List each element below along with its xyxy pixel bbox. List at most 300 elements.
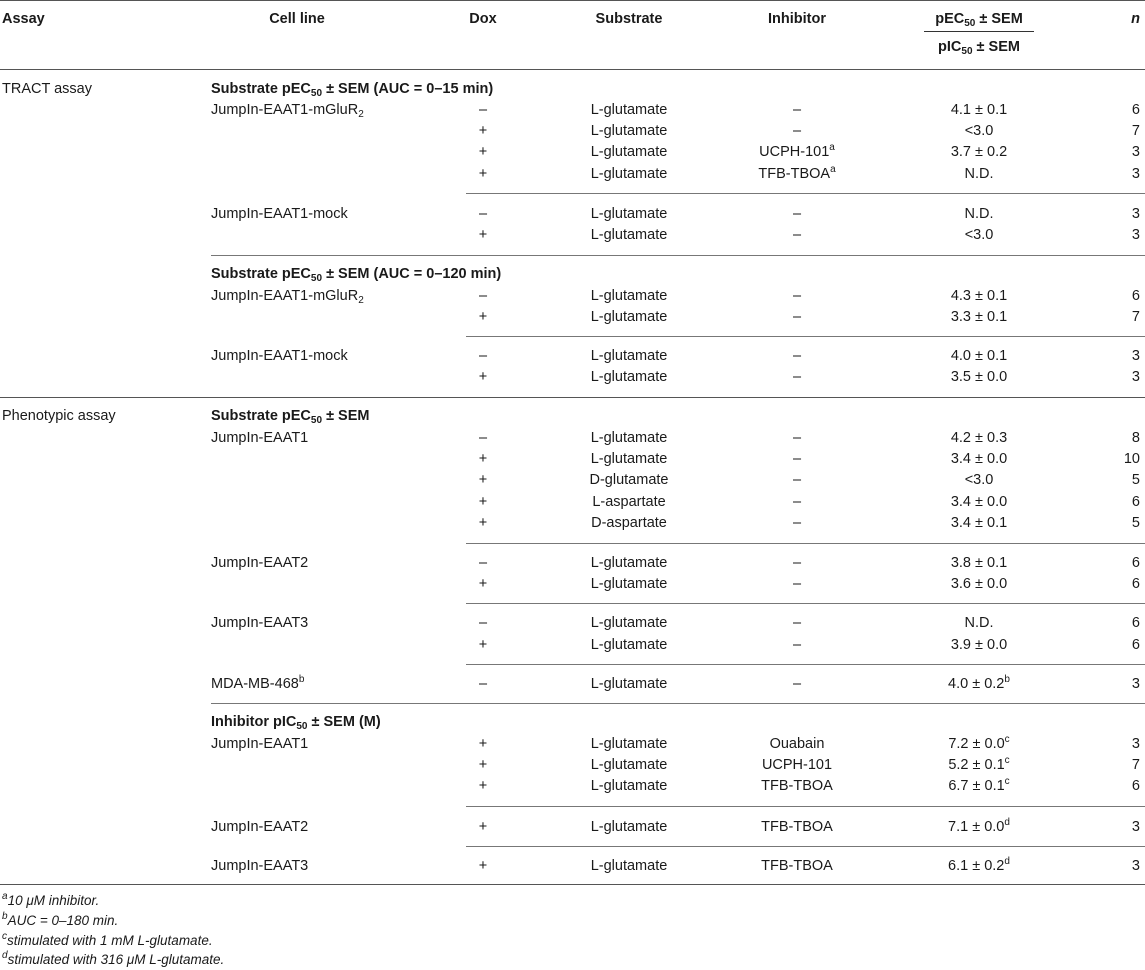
cell-substrate-text: L-glutamate [590, 736, 668, 752]
group-divider [466, 664, 1145, 665]
footnote-marker: c [1004, 776, 1010, 787]
cell-inhibitor [793, 471, 801, 489]
cell-dox [479, 122, 487, 140]
cell-n [1132, 205, 1140, 223]
cell-n-text: 5 [1131, 515, 1140, 531]
cell-value [951, 429, 1007, 447]
cell-line-label: JumpIn-EAAT3 [211, 858, 309, 874]
footnote-marker: d [1004, 817, 1010, 828]
cell-n [1132, 165, 1140, 183]
header-assay: Assay [2, 11, 45, 27]
cell-substrate-text: L-glutamate [590, 369, 668, 385]
footnote-marker: b [1004, 674, 1010, 685]
cell-inhibitor [770, 735, 825, 753]
cell-dox-text: + [478, 819, 488, 835]
cell-substrate-text: L-glutamate [590, 430, 668, 446]
cell-substrate-text: L-glutamate [590, 757, 668, 773]
cell-value-text: <3.0 [964, 472, 994, 488]
cell-dox [479, 450, 487, 468]
section-divider [0, 397, 1145, 398]
cell-dox [479, 347, 487, 365]
cell-n [1132, 429, 1140, 447]
header-divider [924, 31, 1034, 32]
cell-n-text: 3 [1131, 206, 1140, 222]
header-n: n [1131, 11, 1140, 27]
cell-value [948, 777, 1009, 795]
cell-substrate-text: L-glutamate [590, 166, 668, 182]
cell-inhibitor-text: – [792, 615, 802, 631]
cell-substrate-text: D-glutamate [589, 472, 669, 488]
cell-value [951, 514, 1007, 532]
cell-value-text: 4.0 ± 0.1 [950, 348, 1008, 364]
cell-value-text: 7.1 ± 0.0 [948, 819, 1005, 835]
cell-inhibitor [793, 450, 801, 468]
header-pec50: pEC$_{50}$ ± SEM [935, 11, 1023, 29]
cell-value-text: 4.1 ± 0.1 [950, 102, 1008, 118]
cell-substrate-text: L-glutamate [590, 309, 668, 325]
cell-inhibitor [793, 205, 801, 223]
cell-substrate-text: D-aspartate [591, 515, 667, 531]
cell-inhibitor-text: – [792, 451, 802, 467]
footnote: $^d$stimulated with 316 μM L-glutamate. [2, 950, 225, 967]
cell-dox-text: + [478, 778, 488, 794]
group-divider [211, 255, 1145, 256]
cell-value-text: <3.0 [964, 123, 994, 139]
cell-n [1132, 675, 1140, 693]
cell-line-label: JumpIn-EAAT1 [211, 430, 309, 446]
cell-n-text: 6 [1131, 615, 1140, 631]
cell-dox-text: – [478, 102, 488, 118]
cell-substrate [591, 514, 667, 532]
section-header: Substrate pEC$_{50}$ ± SEM (AUC = 0–15 min) [211, 81, 494, 99]
cell-value-text: 4.2 ± 0.3 [950, 430, 1008, 446]
cell-n [1132, 308, 1140, 326]
cell-n [1132, 777, 1140, 795]
group-divider [466, 846, 1145, 847]
cell-n [1132, 554, 1140, 572]
cell-dox [479, 205, 487, 223]
cell-substrate-text: L-glutamate [590, 615, 668, 631]
cell-line-label: JumpIn-EAAT2 [211, 555, 309, 571]
cell-n [1132, 575, 1140, 593]
cell-n-text: 6 [1131, 637, 1140, 653]
cell-inhibitor [793, 308, 801, 326]
cell-dox-text: + [478, 309, 488, 325]
cell-value-text: 4.0 ± 0.2 [948, 676, 1005, 692]
header-cell-line: Cell line [269, 11, 325, 27]
cell-value-text: 3.6 ± 0.0 [950, 576, 1008, 592]
cell-substrate-text: L-glutamate [590, 227, 668, 243]
cell-substrate [591, 122, 668, 140]
cell-dox [479, 471, 487, 489]
cell-n [1132, 287, 1140, 305]
cell-dox-text: – [478, 348, 488, 364]
cell-inhibitor [762, 756, 832, 774]
cell-dox-text: + [478, 515, 488, 531]
footnote-marker: c [1004, 734, 1010, 745]
cell-dox-text: + [478, 736, 488, 752]
cell-n [1132, 818, 1140, 836]
cell-substrate [591, 101, 668, 119]
section-header: Substrate pEC$_{50}$ ± SEM [211, 408, 370, 426]
group-divider [466, 603, 1145, 604]
cell-value-text: 3.7 ± 0.2 [950, 144, 1008, 160]
cell-inhibitor [793, 575, 801, 593]
cell-n-text: 6 [1131, 778, 1140, 794]
cell-inhibitor [758, 165, 835, 183]
cell-inhibitor [793, 675, 801, 693]
assay-label-tract: TRACT assay [2, 81, 92, 97]
cell-inhibitor-text: – [792, 369, 802, 385]
cell-n [1132, 735, 1140, 753]
cell-inhibitor-text: TFB-TBOA [761, 778, 833, 794]
cell-n-text: 7 [1131, 123, 1140, 139]
footnote-marker: a [830, 164, 836, 175]
cell-inhibitor [793, 514, 801, 532]
cell-n-text: 5 [1131, 472, 1140, 488]
cell-value [951, 575, 1007, 593]
cell-inhibitor-text: – [792, 472, 802, 488]
cell-n [1132, 514, 1140, 532]
cell-inhibitor-text: – [792, 515, 802, 531]
cell-dox [479, 857, 487, 875]
cell-n [1132, 471, 1140, 489]
group-divider [466, 543, 1145, 544]
cell-substrate-text: L-glutamate [590, 451, 668, 467]
cell-dox [479, 818, 487, 836]
cell-inhibitor-text: Ouabain [769, 736, 825, 752]
cell-dox-text: – [478, 676, 488, 692]
cell-value-text: N.D. [964, 166, 994, 182]
cell-n-text: 3 [1131, 736, 1140, 752]
cell-substrate-text: L-glutamate [590, 778, 668, 794]
cell-value-text: 3.4 ± 0.1 [950, 515, 1008, 531]
cell-n-text: 7 [1131, 309, 1140, 325]
cell-dox [479, 636, 487, 654]
cell-n-text: 3 [1131, 369, 1140, 385]
cell-substrate [591, 614, 668, 632]
cell-n-text: 3 [1131, 676, 1140, 692]
group-divider [466, 336, 1145, 337]
cell-n [1132, 636, 1140, 654]
cell-substrate [591, 818, 668, 836]
cell-dox [479, 575, 487, 593]
cell-substrate-text: L-glutamate [590, 637, 668, 653]
cell-dox-text: – [478, 615, 488, 631]
cell-n [1132, 368, 1140, 386]
cell-n-text: 6 [1131, 102, 1140, 118]
cell-dox [479, 493, 487, 511]
cell-dox-text: + [478, 576, 488, 592]
cell-dox-text: + [478, 123, 488, 139]
table-top-rule [0, 0, 1145, 1]
cell-dox-text: + [478, 472, 488, 488]
cell-substrate [591, 857, 668, 875]
cell-value-text: 3.8 ± 0.1 [950, 555, 1008, 571]
cell-dox-text: – [478, 206, 488, 222]
cell-substrate-text: L-glutamate [590, 555, 668, 571]
cell-substrate [591, 756, 668, 774]
cell-value [951, 450, 1007, 468]
cell-n-text: 3 [1131, 144, 1140, 160]
cell-n [1124, 450, 1140, 468]
cell-value [948, 818, 1010, 836]
cell-value-text: N.D. [964, 615, 994, 631]
cell-dox [479, 308, 487, 326]
cell-dox-text: + [478, 227, 488, 243]
cell-dox [479, 614, 487, 632]
cell-inhibitor-text: TFB-TBOA [758, 166, 831, 182]
cell-value [948, 756, 1009, 774]
cell-value-text: N.D. [964, 206, 994, 222]
cell-value-text: 4.3 ± 0.1 [950, 288, 1008, 304]
section-header: Inhibitor pIC$_{50}$ ± SEM (M) [211, 714, 381, 732]
cell-substrate-text: L-glutamate [590, 288, 668, 304]
cell-value [948, 735, 1009, 753]
cell-value-text: 7.2 ± 0.0 [948, 736, 1005, 752]
cell-value [951, 493, 1007, 511]
cell-n-text: 8 [1131, 430, 1140, 446]
cell-n [1132, 122, 1140, 140]
cell-substrate-text: L-aspartate [592, 494, 666, 510]
cell-inhibitor-text: UCPH-101 [759, 144, 830, 160]
cell-value-text: 3.5 ± 0.0 [950, 369, 1008, 385]
cell-substrate-text: L-glutamate [590, 123, 668, 139]
cell-n-text: 3 [1131, 227, 1140, 243]
cell-inhibitor [761, 777, 833, 795]
cell-n-text: 10 [1123, 451, 1140, 467]
cell-inhibitor-text: – [792, 227, 802, 243]
cell-line-label: JumpIn-EAAT2 [211, 819, 309, 835]
cell-line-label: JumpIn-EAAT3 [211, 615, 309, 631]
cell-substrate [591, 287, 668, 305]
cell-dox [479, 101, 487, 119]
cell-substrate-text: L-glutamate [590, 206, 668, 222]
cell-inhibitor [793, 122, 801, 140]
cell-n-text: 3 [1131, 858, 1140, 874]
cell-inhibitor-text: – [792, 637, 802, 653]
cell-dox [479, 429, 487, 447]
cell-n-text: 3 [1131, 166, 1140, 182]
cell-value [948, 675, 1010, 693]
cell-dox [479, 735, 487, 753]
cell-value [951, 143, 1007, 161]
cell-inhibitor-text: – [792, 123, 802, 139]
cell-inhibitor [793, 554, 801, 572]
cell-value-text: <3.0 [964, 227, 994, 243]
cell-inhibitor-text: TFB-TBOA [761, 819, 833, 835]
cell-dox [479, 756, 487, 774]
cell-inhibitor-text: TFB-TBOA [761, 858, 833, 874]
cell-inhibitor [793, 429, 801, 447]
cell-n-text: 6 [1131, 494, 1140, 510]
cell-substrate [591, 777, 668, 795]
cell-substrate-text: L-glutamate [590, 102, 668, 118]
cell-n-text: 3 [1131, 348, 1140, 364]
cell-value [948, 857, 1010, 875]
cell-value-text: 3.4 ± 0.0 [950, 494, 1008, 510]
cell-inhibitor [761, 818, 833, 836]
cell-substrate-text: L-glutamate [590, 348, 668, 364]
cell-dox-text: + [478, 369, 488, 385]
cell-inhibitor [793, 493, 801, 511]
cell-dox [479, 143, 487, 161]
footnote-marker: a [829, 142, 835, 153]
cell-inhibitor [793, 226, 801, 244]
cell-value [965, 122, 994, 140]
cell-n-text: 3 [1131, 819, 1140, 835]
cell-inhibitor [793, 287, 801, 305]
cell-substrate-text: L-glutamate [590, 858, 668, 874]
cell-value [965, 205, 994, 223]
cell-value-text: 3.3 ± 0.1 [950, 309, 1008, 325]
footnote-marker: c [1004, 755, 1010, 766]
footnote: $^a$10 μM inhibitor. [2, 891, 100, 908]
cell-n-text: 6 [1131, 555, 1140, 571]
cell-value-text: 3.9 ± 0.0 [950, 637, 1008, 653]
cell-substrate [591, 554, 668, 572]
cell-line-label: JumpIn-EAAT1 [211, 736, 309, 752]
cell-n-text: 7 [1131, 757, 1140, 773]
cell-substrate [591, 226, 668, 244]
cell-line-label: JumpIn-EAAT1-mGluR$_2$ [211, 288, 364, 306]
cell-inhibitor-text: – [792, 576, 802, 592]
cell-dox [479, 554, 487, 572]
cell-substrate [591, 429, 668, 447]
header-pic50: pIC$_{50}$ ± SEM [938, 39, 1020, 57]
cell-n [1132, 493, 1140, 511]
cell-substrate [591, 347, 668, 365]
group-divider [466, 193, 1145, 194]
cell-inhibitor [793, 347, 801, 365]
cell-inhibitor [793, 101, 801, 119]
cell-inhibitor [761, 857, 833, 875]
cell-dox [479, 287, 487, 305]
cell-value [951, 554, 1007, 572]
cell-value-text: 3.4 ± 0.0 [950, 451, 1008, 467]
cell-value [951, 636, 1007, 654]
cell-substrate [591, 675, 668, 693]
header-bottom-rule [0, 69, 1145, 70]
cell-inhibitor [793, 614, 801, 632]
cell-dox-text: + [478, 757, 488, 773]
cell-n [1132, 143, 1140, 161]
cell-dox [479, 777, 487, 795]
cell-value [951, 308, 1007, 326]
cell-value [951, 347, 1007, 365]
cell-value [965, 614, 994, 632]
cell-value [951, 101, 1007, 119]
cell-n [1132, 347, 1140, 365]
cell-n [1132, 756, 1140, 774]
cell-inhibitor-text: UCPH-101 [761, 757, 833, 773]
cell-value [965, 471, 994, 489]
cell-n [1132, 101, 1140, 119]
header-inhibitor: Inhibitor [768, 11, 826, 27]
cell-dox-text: + [478, 858, 488, 874]
cell-inhibitor [759, 143, 835, 161]
cell-line-label: JumpIn-EAAT1-mock [211, 206, 348, 222]
cell-inhibitor-text: – [792, 206, 802, 222]
cell-n-text: 6 [1131, 288, 1140, 304]
cell-value [965, 165, 994, 183]
assay-label-phenotypic: Phenotypic assay [2, 408, 116, 424]
cell-inhibitor-text: – [792, 288, 802, 304]
cell-dox [479, 226, 487, 244]
table-bottom-rule [0, 884, 1145, 885]
cell-dox-text: + [478, 637, 488, 653]
cell-inhibitor-text: – [792, 102, 802, 118]
cell-substrate [591, 368, 668, 386]
cell-inhibitor-text: – [792, 555, 802, 571]
cell-dox-text: + [478, 166, 488, 182]
cell-substrate [591, 143, 668, 161]
cell-line-label: JumpIn-EAAT1-mock [211, 348, 348, 364]
cell-substrate-text: L-glutamate [590, 819, 668, 835]
cell-dox-text: + [478, 451, 488, 467]
cell-inhibitor-text: – [792, 309, 802, 325]
footnote-marker: d [1004, 856, 1010, 867]
cell-value [965, 226, 994, 244]
cell-dox [479, 368, 487, 386]
cell-substrate-text: L-glutamate [590, 144, 668, 160]
cell-dox-text: – [478, 430, 488, 446]
cell-dox-text: + [478, 144, 488, 160]
cell-substrate [591, 308, 668, 326]
header-dox: Dox [469, 11, 497, 27]
cell-substrate [591, 165, 668, 183]
cell-substrate [590, 471, 669, 489]
cell-dox [479, 165, 487, 183]
cell-dox-text: – [478, 288, 488, 304]
cell-substrate [591, 575, 668, 593]
cell-substrate [591, 636, 668, 654]
section-header: Substrate pEC$_{50}$ ± SEM (AUC = 0–120 min) [211, 266, 502, 284]
cell-substrate-text: L-glutamate [590, 576, 668, 592]
cell-substrate [592, 493, 665, 511]
header-substrate: Substrate [595, 11, 663, 27]
cell-n [1132, 614, 1140, 632]
cell-dox [479, 675, 487, 693]
cell-value-text: 6.1 ± 0.2 [948, 858, 1005, 874]
group-divider [466, 806, 1145, 807]
cell-line-label: MDA-MB-468$^b$ [211, 674, 305, 692]
cell-inhibitor [793, 368, 801, 386]
cell-value-text: 5.2 ± 0.1 [948, 757, 1005, 773]
cell-value [951, 287, 1007, 305]
group-divider [211, 703, 1145, 704]
cell-inhibitor-text: – [792, 348, 802, 364]
cell-substrate [591, 735, 668, 753]
cell-value-text: 6.7 ± 0.1 [948, 778, 1005, 794]
cell-dox [479, 514, 487, 532]
cell-dox-text: + [478, 494, 488, 510]
cell-n [1132, 857, 1140, 875]
cell-substrate [591, 450, 668, 468]
footnote: $^c$stimulated with 1 mM L-glutamate. [2, 931, 213, 948]
cell-substrate [591, 205, 668, 223]
cell-value [951, 368, 1007, 386]
cell-line-label: JumpIn-EAAT1-mGluR$_2$ [211, 102, 364, 120]
cell-substrate-text: L-glutamate [590, 676, 668, 692]
cell-inhibitor-text: – [792, 494, 802, 510]
cell-inhibitor [793, 636, 801, 654]
cell-inhibitor-text: – [792, 676, 802, 692]
cell-inhibitor-text: – [792, 430, 802, 446]
cell-dox-text: – [478, 555, 488, 571]
cell-n-text: 6 [1131, 576, 1140, 592]
cell-n [1132, 226, 1140, 244]
